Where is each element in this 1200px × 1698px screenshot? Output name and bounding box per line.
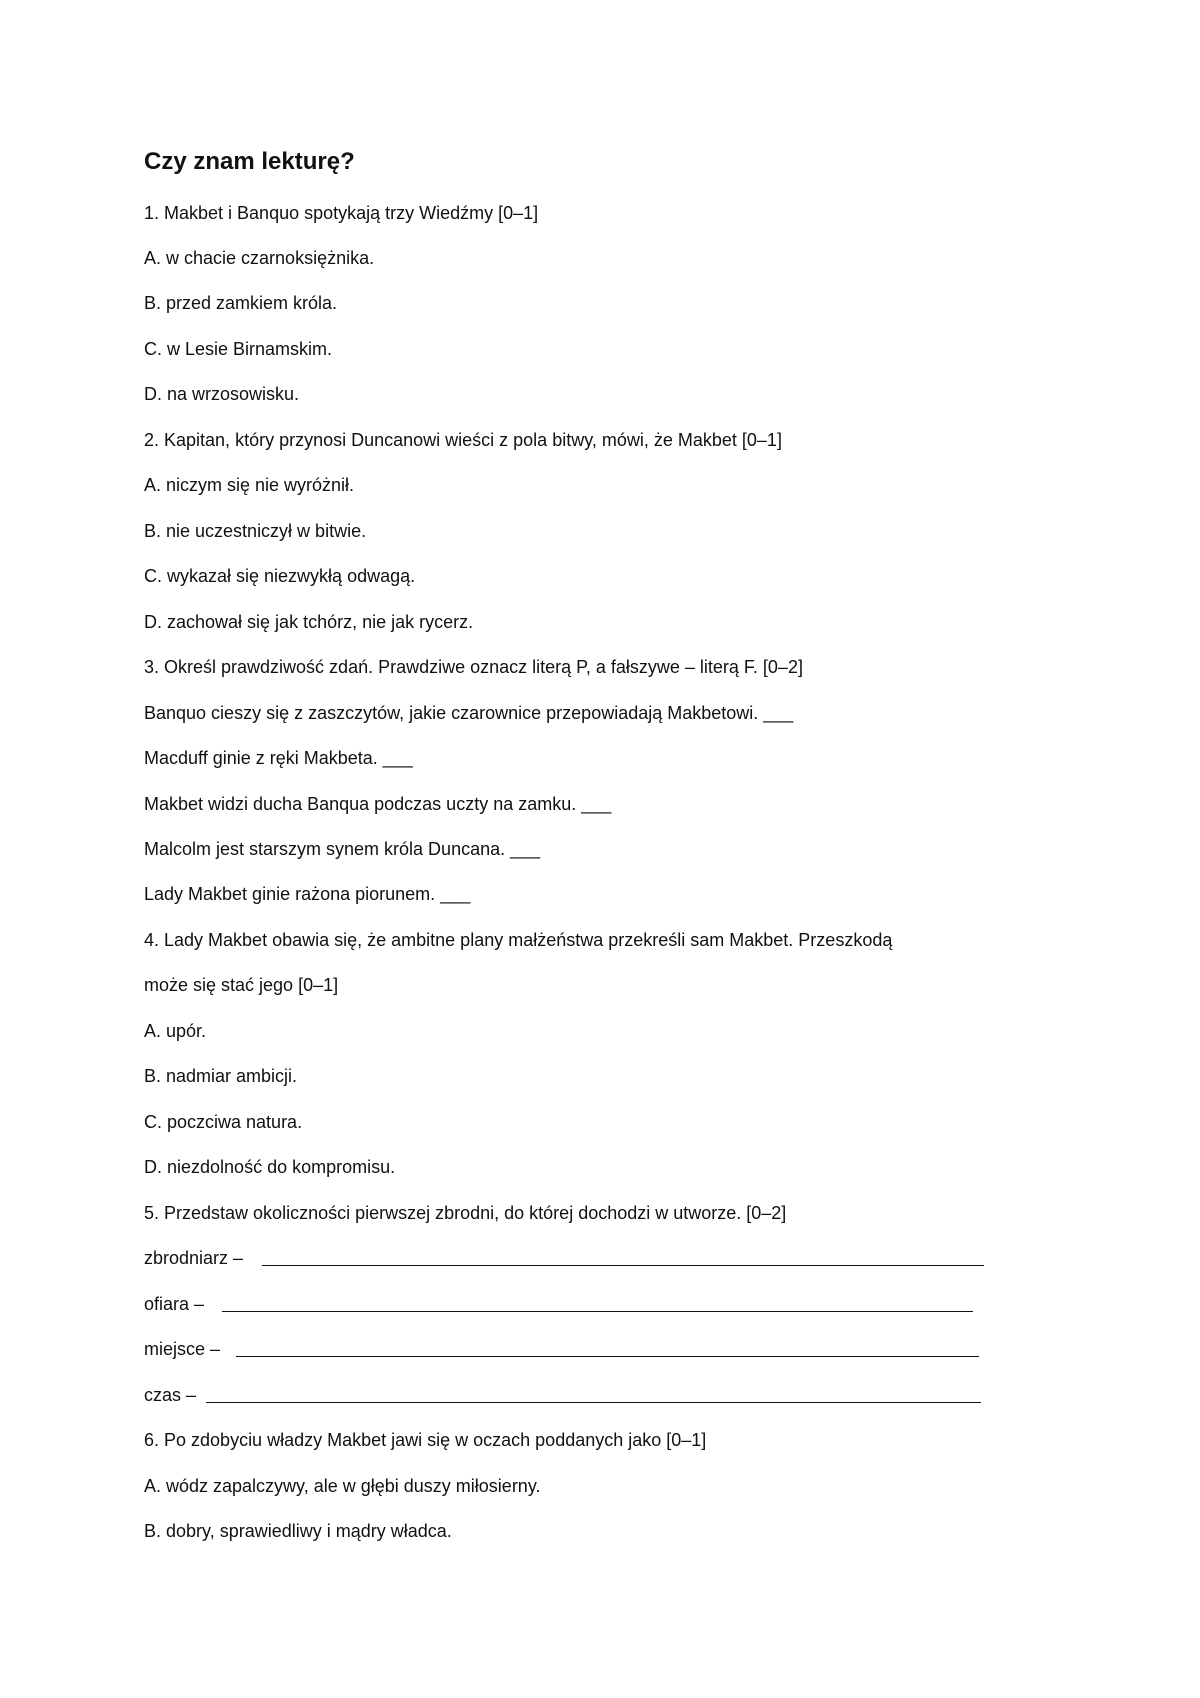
question-4-option-c: C. poczciwa natura. [144,1112,303,1132]
question-1-option-d: D. na wrzosowisku. [144,384,300,404]
question-3-statement-4: Malcolm jest starszym synem króla Duncana. ___ [144,839,541,859]
question-1-prompt: 1. Makbet i Banquo spotykają trzy Wiedźmy [0–1] [144,203,539,223]
question-6-prompt: 6. Po zdobyciu władzy Makbet jawi się w oczach poddanych jako [0–1] [144,1430,707,1450]
question-6-option-b: B. dobry, sprawiedliwy i mądry władca. [144,1521,452,1541]
answer-row-miejsce [144,1337,979,1361]
question-1-option-c: C. w Lesie Birnamskim. [144,339,333,359]
question-2-option-c: C. wykazał się niezwykłą odwagą. [144,566,416,586]
question-4-option-a: A. upór. [144,1021,207,1041]
answer-line-czas[interactable] [206,1402,981,1403]
question-3-statement-3: Makbet widzi ducha Banqua podczas uczty na zamku. ___ [144,794,612,814]
answer-row-czas [144,1383,981,1407]
question-2-option-a: A. niczym się nie wyróżnił. [144,475,355,495]
question-4-option-b: B. nadmiar ambicji. [144,1066,298,1086]
page-title: Czy znam lekturę? [144,148,355,175]
question-2-option-b: B. nie uczestniczył w bitwie. [144,521,367,541]
answer-label-miejsce: miejsce – [144,1339,221,1359]
question-4-prompt-line-1: 4. Lady Makbet obawia się, że ambitne plany małżeństwa przekreśli sam Makbet. Przeszkodą [144,930,893,950]
answer-line-ofiara[interactable] [222,1311,973,1312]
question-1-option-a: A. w chacie czarnoksiężnika. [144,248,375,268]
question-6-option-a: A. wódz zapalczywy, ale w głębi duszy miłosierny. [144,1476,541,1496]
answer-line-miejsce[interactable] [236,1356,979,1357]
question-2-option-d: D. zachował się jak tchórz, nie jak rycerz. [144,612,474,632]
answer-label-czas: czas – [144,1385,197,1405]
question-3-statement-1: Banquo cieszy się z zaszczytów, jakie czarownice przepowiadają Makbetowi. ___ [144,703,794,723]
question-5-prompt: 5. Przedstaw okoliczności pierwszej zbrodni, do której dochodzi w utworze. [0–2] [144,1203,787,1223]
question-2-prompt: 2. Kapitan, który przynosi Duncanowi wieści z pola bitwy, mówi, że Makbet [0–1] [144,430,782,450]
question-4-option-d: D. niezdolność do kompromisu. [144,1157,396,1177]
question-3-prompt: 3. Określ prawdziwość zdań. Prawdziwe oznacz literą P, a fałszywe – literą F. [0–2] [144,657,803,677]
answer-row-ofiara [144,1292,973,1316]
answer-label-zbrodniarz: zbrodniarz – [144,1248,244,1268]
question-3-statement-5: Lady Makbet ginie rażona piorunem. ___ [144,884,471,904]
question-1-option-b: B. przed zamkiem króla. [144,293,338,313]
question-3-statement-2: Macduff ginie z ręki Makbeta. ___ [144,748,413,768]
answer-line-zbrodniarz[interactable] [262,1265,984,1266]
answer-row-zbrodniarz [144,1246,984,1270]
question-4-prompt-line-2: może się stać jego [0–1] [144,975,339,995]
answer-label-ofiara: ofiara – [144,1294,205,1314]
